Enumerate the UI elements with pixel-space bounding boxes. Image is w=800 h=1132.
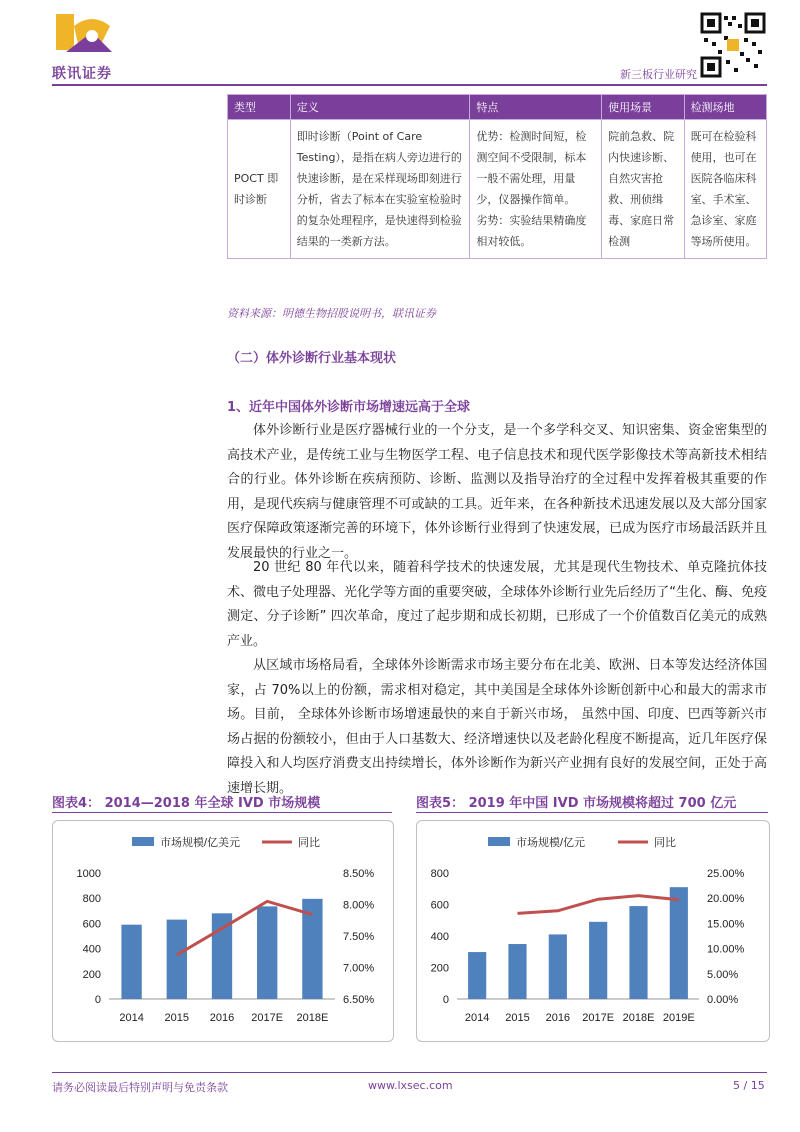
y-right-tick-label: 15.00% — [707, 918, 745, 931]
paragraph-1: 体外诊断行业是医疗器械行业的一个分支，是一个多学科交叉、知识密集、资金密集型的高技术产业，是传统工业与生物医学工程、电子信息技术和现代医学影像技术等高新技术相结合的行业。体外诊断在疾病预防、诊断、监测以及指导治疗的全过程中发挥着极其重要的作用，是现代疾病与健康管理不可或缺的工具。近年来，在各种新技术迅速发展以及大部分国家医疗保障政策逐渐完善的环境下，体外诊断行业得到了快速发展，已成为医疗市场最活跃并且发展最快的行业之一。 — [227, 423, 767, 561]
company-logo — [52, 12, 122, 62]
y-left-tick-label: 800 — [430, 868, 449, 880]
col-venues: 检测场地 — [684, 95, 766, 120]
bar-2016 — [212, 913, 232, 999]
x-tick-label: 2015 — [505, 1012, 530, 1024]
bar-2014 — [468, 952, 486, 999]
col-type: 类型 — [228, 95, 291, 120]
footer-disclaimer[interactable]: 请务必阅读最后特别声明与免责条款 — [52, 1081, 228, 1094]
table-source: 资料来源：明德生物招股说明书，联讯证券 — [227, 307, 436, 320]
col-features: 特点 — [470, 95, 602, 120]
x-tick-label: 2015 — [164, 1012, 190, 1024]
y-right-tick-label: 25.00% — [707, 868, 745, 880]
y-right-tick-label: 7.00% — [343, 962, 375, 975]
bar-2014 — [121, 925, 141, 999]
col-scenes: 使用场景 — [602, 95, 684, 120]
x-tick-label: 2014 — [119, 1012, 144, 1024]
y-right-tick-label: 7.50% — [343, 931, 375, 943]
y-right-tick-label: 0.00% — [707, 994, 739, 1006]
y-right-tick-label: 10.00% — [707, 943, 745, 956]
y-right-tick-label: 20.00% — [707, 893, 745, 906]
legend-line-label: 同比 — [654, 837, 676, 849]
x-tick-label: 2018E — [622, 1012, 655, 1024]
y-left-tick-label: 400 — [82, 943, 101, 956]
cell-definition: 即时诊断（Point of Care Testing），是指在病人旁边进行的快速诊断，是在采样现场即刻进行分析，省去了标本在实验室检验时的复杂处理程序，是快速得到检验结果的一类新方法。 — [290, 120, 470, 259]
figure-4-title: 图表4： 2014—2018 年全球 IVD 市场规模 — [52, 796, 321, 811]
y-left-tick-label: 600 — [82, 918, 101, 931]
growth-line — [177, 901, 313, 955]
y-left-tick-label: 1000 — [76, 868, 101, 880]
cell-features — [470, 120, 602, 259]
section-heading: （二）体外诊断行业基本现状 — [227, 351, 397, 366]
bar-2019E — [670, 887, 688, 999]
footer-page-number: 5 / 15 — [733, 1079, 765, 1092]
y-left-tick-label: 0 — [94, 994, 101, 1006]
chart-global-ivd — [52, 820, 394, 1042]
features-advantage: 优势：检测时间短，检测空间不受限制，标本一般不需处理，用量少，仪器操作简单。 — [476, 130, 587, 206]
table-row — [228, 120, 767, 259]
legend-bar-swatch — [488, 837, 510, 846]
bar-2016 — [549, 934, 567, 999]
y-right-tick-label: 8.50% — [343, 868, 375, 880]
x-tick-label: 2014 — [464, 1012, 490, 1024]
growth-line — [518, 896, 679, 914]
figure-5-title: 图表5： 2019 年中国 IVD 市场规模将超过 700 亿元 — [416, 796, 737, 811]
company-name: 联讯证券 — [52, 66, 112, 82]
header-subtitle: 新三板行业研究 — [620, 68, 697, 81]
features-disadvantage: 劣势：实验结果精确度相对较低。 — [476, 214, 587, 248]
y-left-tick-label: 800 — [82, 893, 101, 906]
legend-bar-label: 市场规模/亿元 — [516, 837, 586, 849]
x-tick-label: 2019E — [662, 1012, 695, 1024]
x-tick-label: 2016 — [209, 1012, 235, 1024]
footer-website[interactable]: www.lxsec.com — [368, 1079, 453, 1092]
y-right-tick-label: 6.50% — [343, 994, 375, 1006]
bar-2017E — [257, 906, 277, 999]
table-header-row — [228, 95, 767, 120]
paragraph-3: 从区域市场格局看，全球体外诊断需求市场主要分布在北美、欧洲、日本等发达经济体国家，占 70%以上的份额，需求相对稳定，其中美国是全球体外诊断创新中心和最大的需求市场。目前， 全球体外诊断市场增速最快的来自于新兴市场， 虽然中国、印度、巴西等新兴市场占据的份额较小，但由于人口基数大、经济增速快以及老龄化程度不断提高，近几年医疗保障投入和人均医疗消费支出持续增长，体外诊断作为新兴产业拥有良好的发展空间，正处于高速增长期。 — [227, 658, 767, 796]
header-divider — [52, 84, 767, 86]
logo-circle — [86, 30, 98, 42]
x-tick-label: 2016 — [545, 1012, 571, 1024]
bar-2015 — [167, 920, 187, 999]
bar-2017E — [589, 922, 607, 999]
col-definition: 定义 — [290, 95, 470, 120]
bar-2015 — [508, 944, 526, 999]
y-left-tick-label: 600 — [430, 899, 449, 912]
cell-venues: 既可在检验科使用，也可在医院各临床科室、手术室、急诊室、家庭等场所使用。 — [684, 120, 766, 259]
y-left-tick-label: 400 — [430, 931, 449, 943]
figure-4-underline — [52, 812, 392, 813]
paragraph-2: 20 世纪 80 年代以来，随着科学技术的快速发展，尤其是现代生物技术、单克隆抗体技术、微电子处理器、光化学等方面的重要突破，全球体外诊断行业先后经历了“生化、酶、免疫测定、分子诊断” 四次革命，度过了起步期和成长初期，已形成了一个价值数百亿美元的成熟产业。 — [227, 560, 767, 649]
chart-global-ivd-svg — [53, 821, 393, 1041]
cell-scenes: 院前急救、院内快速诊断、自然灾害抢救、刑侦缉毒、家庭日常检测 — [602, 120, 684, 259]
x-tick-label: 2018E — [296, 1012, 329, 1024]
y-right-tick-label: 5.00% — [707, 968, 739, 981]
cell-type: POCT 即时诊断 — [228, 120, 291, 259]
x-tick-label: 2017E — [251, 1012, 284, 1024]
legend-line-label: 同比 — [298, 837, 320, 849]
footer-divider — [52, 1072, 767, 1073]
y-right-tick-label: 8.00% — [343, 899, 375, 912]
figure-5-underline — [416, 812, 768, 813]
poct-table — [227, 94, 767, 259]
y-left-tick-label: 200 — [82, 968, 101, 981]
chart-china-ivd — [416, 820, 770, 1042]
qr-code-icon — [700, 12, 766, 78]
y-left-tick-label: 200 — [430, 962, 449, 975]
legend-bar-swatch — [132, 837, 154, 846]
logo-yellow-block — [56, 14, 74, 50]
y-left-tick-label: 0 — [442, 994, 449, 1006]
bar-2018E — [629, 906, 647, 999]
legend-bar-label: 市场规模/亿美元 — [160, 837, 241, 849]
chart-china-ivd-svg — [417, 821, 769, 1041]
x-tick-label: 2017E — [582, 1012, 615, 1024]
subsection-heading: 1、近年中国体外诊断市场增速远高于全球 — [227, 400, 471, 415]
